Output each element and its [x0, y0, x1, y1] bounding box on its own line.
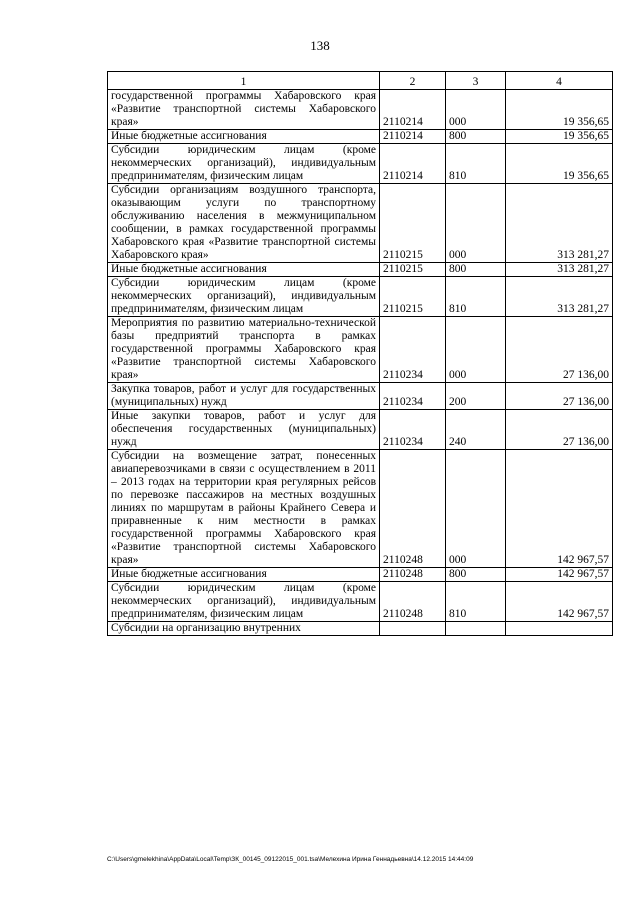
column-header-code: 2	[380, 72, 446, 90]
row-description: Субсидии на возмещение затрат, понесенных авиаперевозчиками в связи с осуществлением в 2011 – 2013 годах на территории края регулярных рейсов по перевозке пассажиров на местных воздушных линиях по маршрутам в районы Крайнего Севера и приравненные к ним местности в рамках государственной программы Хабаровского края «Развитие транспортной системы Хабаровского края»	[108, 450, 380, 568]
row-code: 2110214	[380, 130, 446, 144]
table-row	[108, 582, 613, 622]
row-type: 800	[446, 568, 506, 582]
row-code: 2110234	[380, 383, 446, 410]
row-amount: 27 136,00	[506, 317, 613, 383]
row-description: государственной программы Хабаровского края «Развитие транспортной системы Хабаровского края»	[108, 90, 380, 130]
row-type: 000	[446, 317, 506, 383]
row-amount: 313 281,27	[506, 184, 613, 263]
page-number: 138	[310, 38, 330, 53]
row-description: Иные бюджетные ассигнования	[108, 568, 380, 582]
row-code: 2110214	[380, 90, 446, 130]
row-type: 800	[446, 263, 506, 277]
row-description: Мероприятия по развитию материально-технической базы предприятий транспорта в рамках государственной программы Хабаровского края «Развитие транспортной системы Хабаровского края»	[108, 317, 380, 383]
row-type: 000	[446, 184, 506, 263]
row-description: Иные закупки товаров, работ и услуг для обеспечения государственных (муниципальных) нужд	[108, 410, 380, 450]
row-description: Иные бюджетные ассигнования	[108, 263, 380, 277]
row-type: 810	[446, 144, 506, 184]
row-type	[446, 622, 506, 636]
table-row	[108, 90, 613, 130]
column-header-type: 3	[446, 72, 506, 90]
row-code: 2110215	[380, 277, 446, 317]
row-type: 810	[446, 277, 506, 317]
row-amount: 142 967,57	[506, 450, 613, 568]
row-type: 800	[446, 130, 506, 144]
column-header-amount: 4	[506, 72, 613, 90]
row-description: Субсидии организациям воздушного транспорта, оказывающим услуги по транспортному обслуживанию населения в межмуниципальном сообщении, в рамках государственной программы Хабаровского края «Развитие транспортной системы Хабаровского края»	[108, 184, 380, 263]
row-amount: 27 136,00	[506, 410, 613, 450]
budget-table	[107, 71, 613, 636]
row-description: Закупка товаров, работ и услуг для государственных (муниципальных) нужд	[108, 383, 380, 410]
row-amount: 19 356,65	[506, 130, 613, 144]
row-code	[380, 622, 446, 636]
row-code: 2110248	[380, 582, 446, 622]
row-code: 2110234	[380, 317, 446, 383]
row-amount: 19 356,65	[506, 90, 613, 130]
row-amount: 313 281,27	[506, 277, 613, 317]
row-description: Иные бюджетные ассигнования	[108, 130, 380, 144]
table-row	[108, 130, 613, 144]
row-description: Субсидии на организацию внутренних	[108, 622, 380, 636]
row-type: 000	[446, 450, 506, 568]
row-description: Субсидии юридическим лицам (кроме некоммерческих организаций), индивидуальным предпринимателям, физическим лицам	[108, 277, 380, 317]
row-type: 000	[446, 90, 506, 130]
row-code: 2110215	[380, 263, 446, 277]
row-amount: 27 136,00	[506, 383, 613, 410]
table-row	[108, 622, 613, 636]
row-code: 2110214	[380, 144, 446, 184]
table-row	[108, 383, 613, 410]
table-body	[108, 90, 613, 636]
row-amount: 19 356,65	[506, 144, 613, 184]
row-type: 810	[446, 582, 506, 622]
row-amount: 142 967,57	[506, 582, 613, 622]
table-row	[108, 144, 613, 184]
row-code: 2110215	[380, 184, 446, 263]
table-row	[108, 568, 613, 582]
row-type: 200	[446, 383, 506, 410]
row-code: 2110234	[380, 410, 446, 450]
column-header-description: 1	[108, 72, 380, 90]
row-description: Субсидии юридическим лицам (кроме некоммерческих организаций), индивидуальным предпринимателям, физическим лицам	[108, 582, 380, 622]
table-row	[108, 277, 613, 317]
table-row	[108, 184, 613, 263]
row-amount	[506, 622, 613, 636]
row-amount: 142 967,57	[506, 568, 613, 582]
row-amount: 313 281,27	[506, 263, 613, 277]
table-header-row	[108, 72, 613, 90]
table-row	[108, 263, 613, 277]
table-row	[108, 410, 613, 450]
row-code: 2110248	[380, 450, 446, 568]
row-code: 2110248	[380, 568, 446, 582]
table-row	[108, 450, 613, 568]
row-description: Субсидии юридическим лицам (кроме некоммерческих организаций), индивидуальным предпринимателям, физическим лицам	[108, 144, 380, 184]
row-type: 240	[446, 410, 506, 450]
document-footer-path: C:\Users\gmelekhina\AppData\Local\Temp\ЗК_00145_09122015_001.tsa\Мелехина Ирина Геннадьевна\14.12.2015 14:44:09	[107, 856, 474, 863]
table-row	[108, 317, 613, 383]
